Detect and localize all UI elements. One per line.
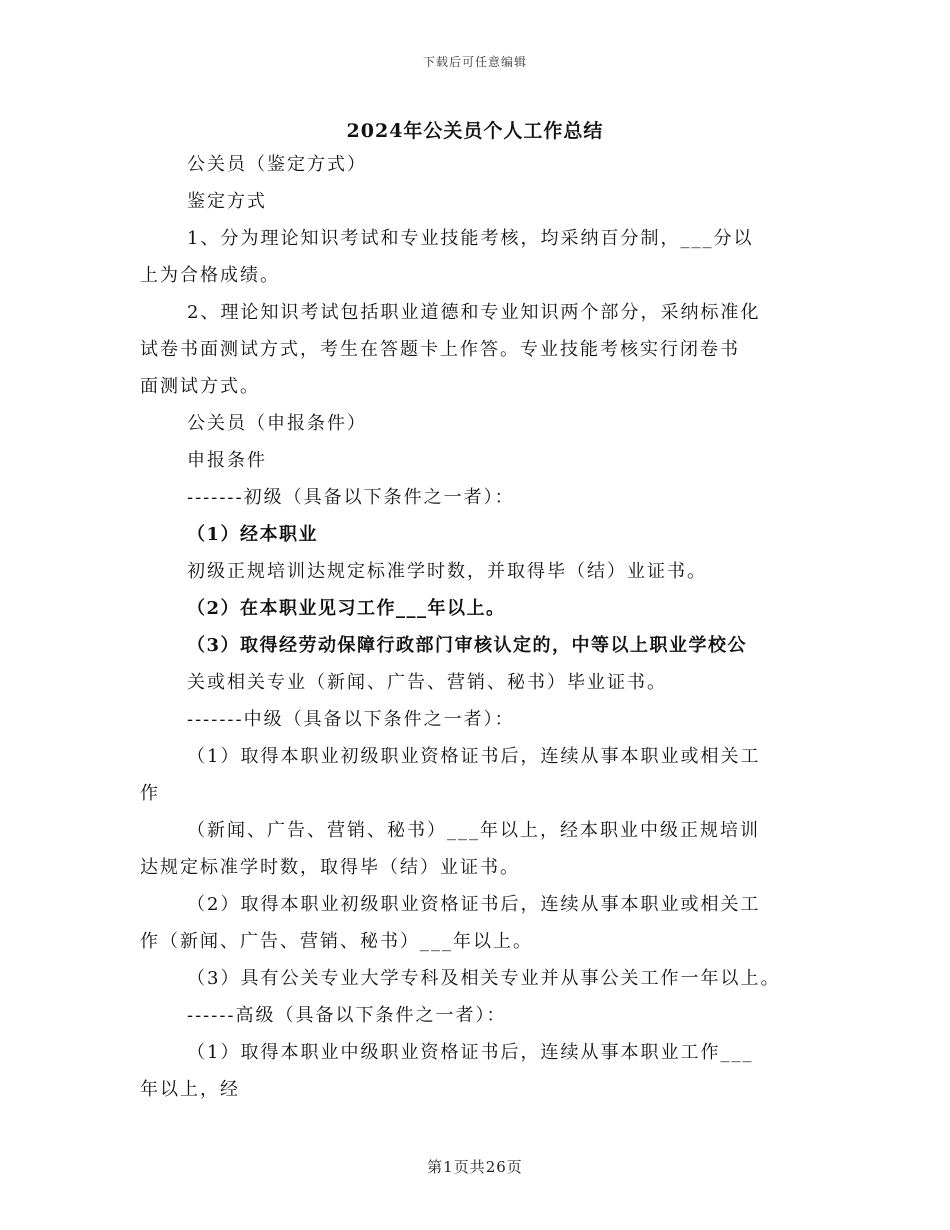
paragraph-line: -------初级（具备以下条件之一者）：	[187, 487, 515, 508]
paragraph-line: -------中级（具备以下条件之一者）：	[187, 709, 515, 730]
paragraph-line: ------高级（具备以下条件之一者）：	[187, 1005, 507, 1026]
paragraph-line: 公关员（鉴定方式）	[187, 154, 367, 175]
paragraph-line: 作	[140, 783, 160, 804]
paragraph-line: （1）取得本职业初级职业资格证书后，连续从事本职业或相关工	[187, 746, 761, 767]
document-title: 2024年公关员个人工作总结	[346, 120, 604, 142]
paragraph-line: 关或相关专业（新闻、广告、营销、秘书）毕业证书。	[187, 672, 667, 693]
paragraph-line: 初级正规培训达规定标准学时数，并取得毕（结）业证书。	[187, 561, 707, 582]
paragraph-line: 达规定标准学时数，取得毕（结）业证书。	[140, 857, 520, 878]
paragraph-line: 面测试方式。	[140, 376, 260, 397]
page-number: 第1页共26页	[427, 1158, 523, 1176]
paragraph-line: 上为合格成绩。	[140, 265, 280, 286]
paragraph-line: 鉴定方式	[187, 191, 267, 212]
paragraph-line: 公关员（申报条件）	[187, 413, 367, 434]
paragraph-line: 年以上，经	[140, 1079, 240, 1100]
header-note: 下载后可任意编辑	[422, 55, 527, 69]
bold-heading-line: （3）取得经劳动保障行政部门审核认定的，中等以上职业学校公	[187, 635, 748, 656]
paragraph-line: （3）具有公关专业大学专科及相关专业并从事公关工作一年以上。	[187, 968, 781, 989]
bold-heading-line: （1）经本职业	[187, 524, 319, 545]
paragraph-line: 2、理论知识考试包括职业道德和专业知识两个部分，采纳标准化	[187, 302, 761, 323]
paragraph-line: 1、分为理论知识考试和专业技能考核，均采纳百分制，___分以	[187, 228, 754, 249]
paragraph-line: （新闻、广告、营销、秘书）___年以上，经本职业中级正规培训	[187, 820, 760, 841]
document-body	[140, 146, 820, 1108]
paragraph-line: 试卷书面测试方式，考生在答题卡上作答。专业技能考核实行闭卷书	[140, 339, 740, 360]
bold-heading-line: （2）在本职业见习工作___年以上。	[187, 598, 506, 619]
paragraph-line: （2）取得本职业初级职业资格证书后，连续从事本职业或相关工	[187, 894, 761, 915]
paragraph-line: （1）取得本职业中级职业资格证书后，连续从事本职业工作___	[187, 1042, 754, 1063]
paragraph-line: 申报条件	[187, 450, 267, 471]
paragraph-line: 作（新闻、广告、营销、秘书）___年以上。	[140, 931, 533, 952]
